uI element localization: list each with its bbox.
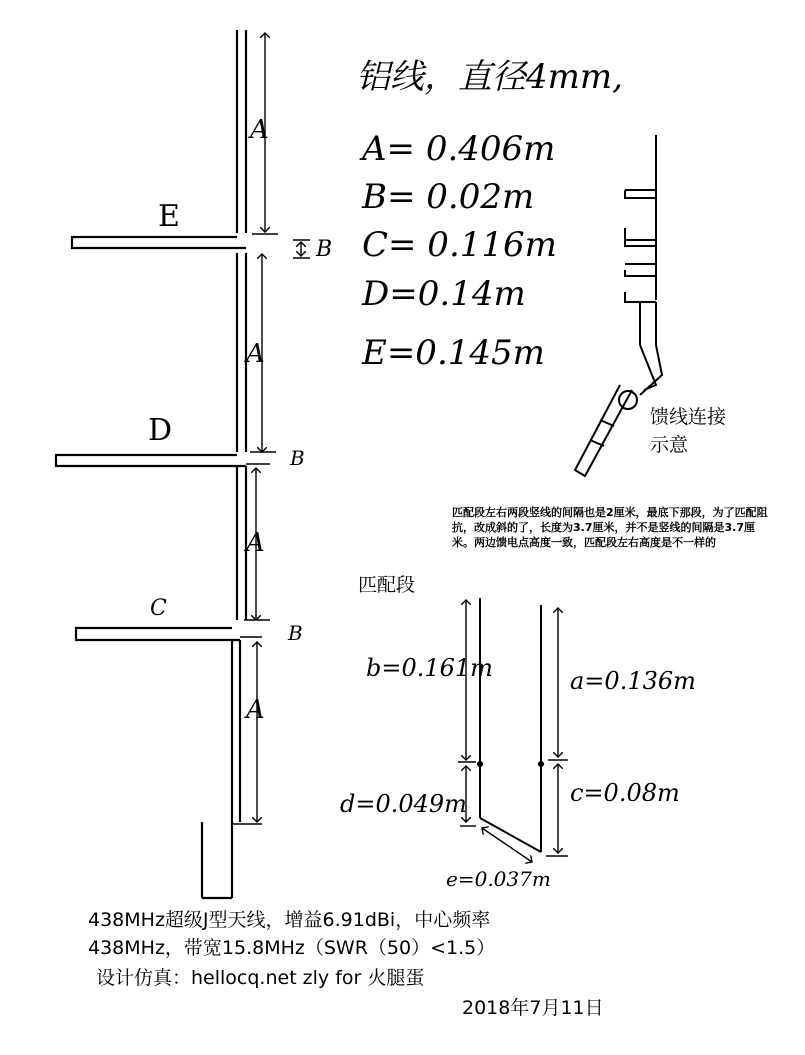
match-a: a=0.136m xyxy=(570,667,696,695)
antenna-labels xyxy=(148,115,332,725)
label-a2: A xyxy=(246,339,265,369)
main-radiator xyxy=(202,30,246,898)
label-a1: A xyxy=(250,115,269,145)
feed-connection-sketch xyxy=(575,135,662,476)
matching-title: 匹配段 xyxy=(358,574,416,596)
match-e: e=0.037m xyxy=(446,867,551,891)
dim-d: D=0.14m xyxy=(362,274,526,314)
matching-section-sketch xyxy=(458,598,568,862)
label-a4: A xyxy=(246,695,265,725)
match-d: d=0.049m xyxy=(340,790,467,818)
dimension-arrows-a xyxy=(232,33,310,824)
label-b3: B xyxy=(288,621,303,645)
element-e xyxy=(72,237,246,248)
matching-labels xyxy=(340,654,696,891)
material-note: 铝线，直径4mm, xyxy=(356,57,623,97)
caption-line3: 设计仿真：hellocq.net zly for 火腿蛋 xyxy=(96,967,425,989)
feed-note-line2: 示意 xyxy=(650,434,689,456)
match-b: b=0.161m xyxy=(366,654,493,682)
dim-e: E=0.145m xyxy=(362,333,545,373)
feed-note-line1: 馈线连接 xyxy=(650,406,727,428)
dim-b: B= 0.02m xyxy=(362,177,535,217)
caption-date: 2018年7月11日 xyxy=(462,997,604,1019)
dimension-list xyxy=(356,57,623,373)
element-c xyxy=(76,628,240,640)
caption-line1: 438MHz超级J型天线，增益6.91dBi，中心频率 xyxy=(88,909,491,931)
match-c: c=0.08m xyxy=(570,779,680,807)
label-a3: A xyxy=(246,528,265,558)
element-d xyxy=(56,455,246,466)
dim-c: C= 0.116m xyxy=(362,225,557,265)
caption-line2: 438MHz，带宽15.8MHz（SWR（50）<1.5） xyxy=(88,937,496,959)
label-b1: B xyxy=(316,237,333,262)
label-d: D xyxy=(148,413,173,448)
feed-points xyxy=(477,761,544,767)
matching-note: 匹配段左右两段竖线的间隔也是2厘米，最底下那段，为了匹配阻抗，改成斜的了，长度为3.7厘米，并不是竖线的间隔是3.7厘米。两边馈电点高度一致，匹配段左右高度是不一样的 xyxy=(452,506,768,549)
label-c: C xyxy=(150,596,167,621)
label-e: E xyxy=(158,199,180,234)
dim-a: A= 0.406m xyxy=(362,129,556,169)
label-b2: B xyxy=(290,446,305,470)
